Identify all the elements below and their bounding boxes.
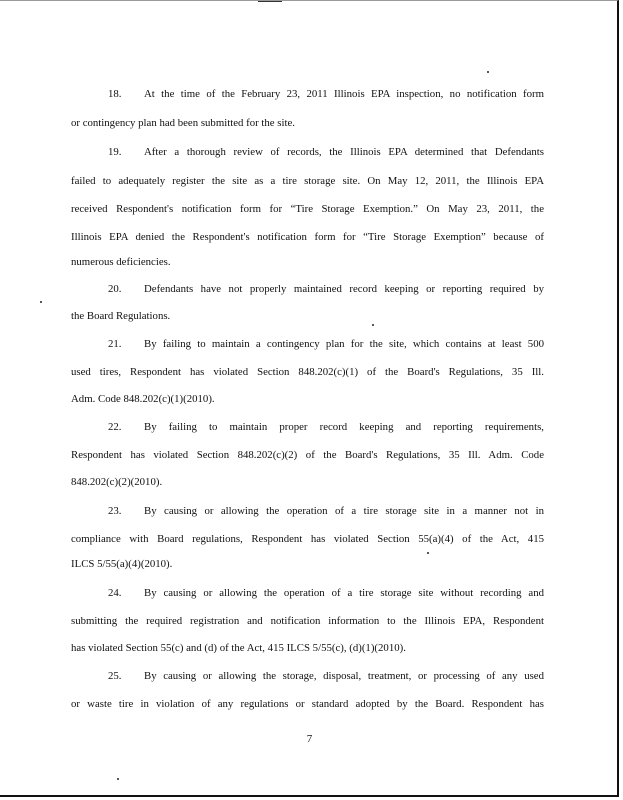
scan-mark: [258, 1, 282, 2]
page-number: 7: [306, 733, 313, 745]
paragraph-first-line: Defendants have not properly maintained record keeping or reporting required by: [144, 283, 544, 295]
paragraph-number: 19.: [108, 146, 122, 158]
paragraph-first-line: By failing to maintain a contingency plan for the site, which contains at least 500: [144, 338, 544, 350]
scan-speck: [372, 324, 374, 326]
paragraph-line: failed to adequately register the site as a tire storage site. On May 12, 2011, the Illinois EPA: [71, 175, 544, 187]
paragraph-line: ILCS 5/55(a)(4)(2010).: [71, 558, 173, 570]
paragraph-first-line: After a thorough review of records, the Illinois EPA determined that Defendants: [144, 146, 544, 158]
paragraph-line: submitting the required registration and notification information to the Illinois EPA, Respondent: [71, 615, 544, 627]
paragraph-line: has violated Section 55(c) and (d) of the Act, 415 ILCS 5/55(c), (d)(1)(2010).: [71, 642, 406, 654]
paragraph-first-line: At the time of the February 23, 2011 Illinois EPA inspection, no notification form: [144, 88, 544, 100]
paragraph-line: Respondent has violated Section 848.202(c)(2) of the Board's Regulations, 35 Ill. Adm. Code: [71, 449, 544, 461]
paragraph-line: numerous deficiencies.: [71, 256, 171, 268]
paragraph-first-line: By causing or allowing the operation of a tire storage site without recording and: [144, 587, 544, 599]
paragraph-line: received Respondent's notification form for “Tire Storage Exemption.” On May 23, 2011, the: [71, 203, 544, 215]
paragraph-number: 18.: [108, 88, 122, 100]
scan-speck: [117, 778, 119, 780]
paragraph-number: 23.: [108, 505, 122, 517]
scan-speck: [427, 552, 429, 554]
paragraph-line: or waste tire in violation of any regulations or standard adopted by the Board. Respondent has: [71, 698, 544, 710]
paragraph-number: 21.: [108, 338, 122, 350]
paragraph-number: 22.: [108, 421, 122, 433]
paragraph-number: 25.: [108, 670, 122, 682]
paragraph-first-line: By causing or allowing the storage, disposal, treatment, or processing of any used: [144, 670, 544, 682]
paragraph-line: used tires, Respondent has violated Section 848.202(c)(1) of the Board's Regulations, 35 Ill.: [71, 366, 544, 378]
paragraph-line: Illinois EPA denied the Respondent's notification form for “Tire Storage Exemption” because of: [71, 231, 544, 243]
paragraph-line: 848.202(c)(2)(2010).: [71, 476, 163, 488]
paragraph-line: compliance with Board regulations, Respondent has violated Section 55(a)(4) of the Act, 415: [71, 533, 544, 545]
paragraph-line: or contingency plan had been submitted for the site.: [71, 117, 295, 129]
scan-speck: [487, 71, 489, 73]
paragraph-number: 24.: [108, 587, 122, 599]
paragraph-line: Adm. Code 848.202(c)(1)(2010).: [71, 393, 215, 405]
paragraph-first-line: By causing or allowing the operation of a tire storage site in a manner not in: [144, 505, 544, 517]
scan-speck: [40, 301, 42, 303]
paragraph-first-line: By failing to maintain proper record keeping and reporting requirements,: [144, 421, 544, 433]
paragraph-line: the Board Regulations.: [71, 310, 171, 322]
paragraph-number: 20.: [108, 283, 122, 295]
